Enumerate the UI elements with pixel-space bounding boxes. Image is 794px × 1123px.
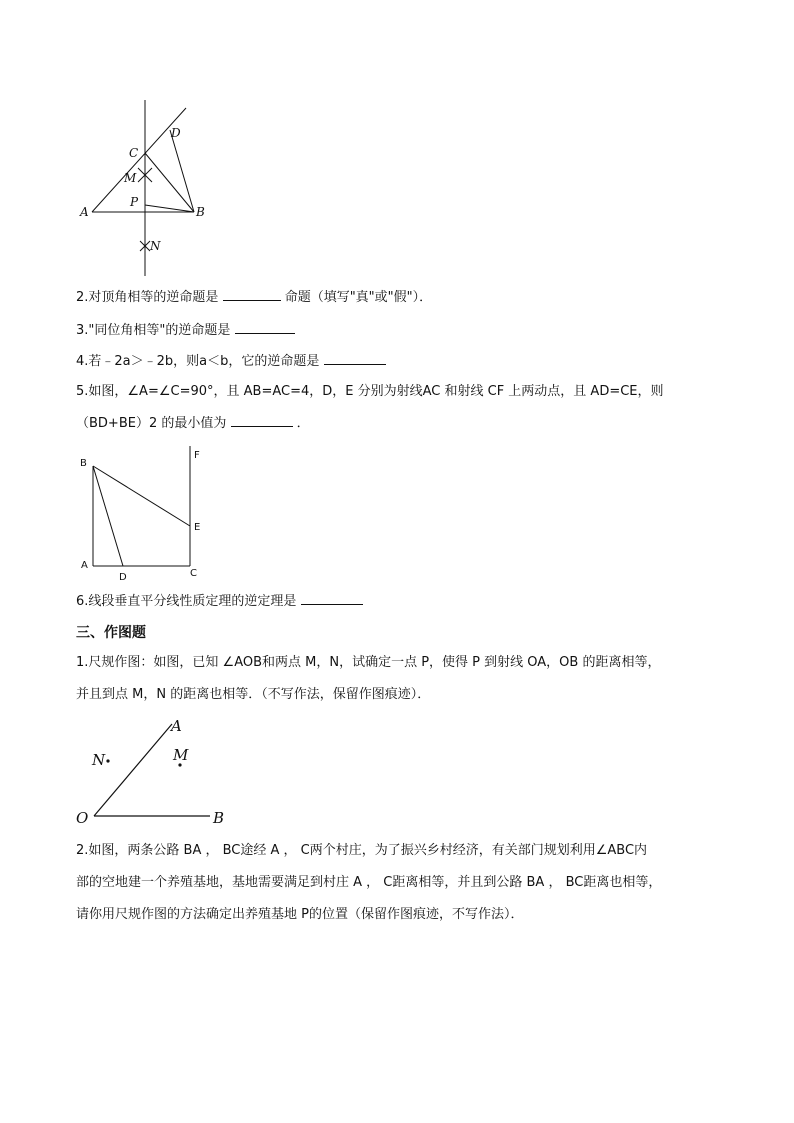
ray-line bbox=[92, 108, 186, 212]
question-5-line-2 bbox=[76, 414, 310, 433]
segment-db bbox=[170, 130, 194, 212]
segment-be bbox=[93, 466, 190, 526]
label-c: C bbox=[190, 568, 197, 579]
question-5-text: 5.如图，∠A=∠C=90°，且 AB=AC=4，D，E 分别为射线AC 和射线 CF 上两动点，且 AD=CE，则 bbox=[76, 384, 664, 399]
answer-blank-2[interactable] bbox=[223, 288, 281, 301]
construction-1-line-1 bbox=[76, 654, 660, 672]
label-o: O bbox=[76, 809, 89, 827]
answer-blank-5[interactable] bbox=[231, 414, 293, 427]
question-2-suffix: 命题（填写"真"或"假"）． bbox=[284, 290, 433, 305]
answer-blank-3[interactable] bbox=[235, 321, 295, 334]
label-c: C bbox=[129, 146, 139, 160]
question-3 bbox=[76, 321, 295, 340]
label-e: E bbox=[194, 522, 201, 533]
question-3-text: 3."同位角相等"的逆命题是 bbox=[76, 323, 231, 338]
label-a: A bbox=[171, 717, 182, 735]
label-m: M bbox=[173, 746, 189, 764]
label-d: D bbox=[171, 126, 181, 140]
construction-2-line-1 bbox=[76, 842, 647, 860]
label-p: P bbox=[130, 195, 139, 209]
figure-angle-aob bbox=[76, 716, 236, 828]
label-a: A bbox=[80, 205, 89, 219]
point-n bbox=[106, 759, 109, 762]
question-6 bbox=[76, 592, 363, 611]
construction-2-text: 2.如图，两条公路 BA ， BC途经 A ， C两个村庄，为了振兴乡村经济，有关部门规划利用∠ABC内 bbox=[76, 843, 648, 858]
label-a: A bbox=[81, 560, 88, 571]
question-6-text: 6.线段垂直平分线性质定理的逆定理是 bbox=[76, 594, 297, 609]
construction-1-text-2: 并且到点 M，N 的距离也相等．（不写作法，保留作图痕迹）． bbox=[76, 687, 431, 702]
construction-2-line-3 bbox=[76, 906, 523, 924]
figure-right-angle-shape bbox=[76, 446, 216, 584]
segment-cb bbox=[145, 153, 194, 212]
answer-blank-4[interactable] bbox=[324, 352, 386, 365]
question-4 bbox=[76, 352, 386, 371]
label-d: D bbox=[119, 572, 127, 583]
construction-1-line-2 bbox=[76, 686, 430, 704]
answer-blank-6[interactable] bbox=[301, 592, 363, 605]
question-2-text: 2.对顶角相等的逆命题是 bbox=[76, 290, 219, 305]
question-5-suffix: ． bbox=[296, 416, 310, 431]
question-2 bbox=[76, 288, 432, 307]
section-heading: 三、作图题 bbox=[76, 625, 146, 641]
construction-2-line-2 bbox=[76, 874, 661, 892]
label-m: M bbox=[124, 171, 137, 185]
label-n: N bbox=[92, 751, 106, 769]
construction-2-text-3: 请你用尺规作图的方法确定出养殖基地 P的位置（保留作图痕迹，不写作法）． bbox=[76, 907, 524, 922]
label-b: B bbox=[196, 205, 205, 219]
segment-pb bbox=[145, 205, 194, 212]
label-b: B bbox=[213, 809, 225, 827]
question-5-line-1 bbox=[76, 383, 664, 401]
construction-1-text: 1.尺规作图：如图，已知 ∠AOB和两点 M，N，试确定一点 P，使得 P 到射线 OA，OB 的距离相等， bbox=[76, 655, 661, 670]
label-b: B bbox=[80, 458, 87, 469]
construction-2-text-2: 部的空地建一个养殖基地，基地需要满足到村庄 A ， C距离相等，并且到公路 BA ， BC距离也相等， bbox=[76, 875, 662, 890]
label-f: F bbox=[194, 450, 200, 461]
figure-bisector-construction bbox=[70, 100, 220, 280]
question-4-text: 4.若﹣2a＞﹣2b，则a＜b，它的逆命题是 bbox=[76, 354, 320, 369]
ray-oa bbox=[94, 724, 172, 816]
label-n: N bbox=[150, 239, 161, 253]
segment-bd bbox=[93, 466, 123, 566]
question-5-text-2: （BD+BE）2 的最小值为 bbox=[76, 416, 227, 431]
